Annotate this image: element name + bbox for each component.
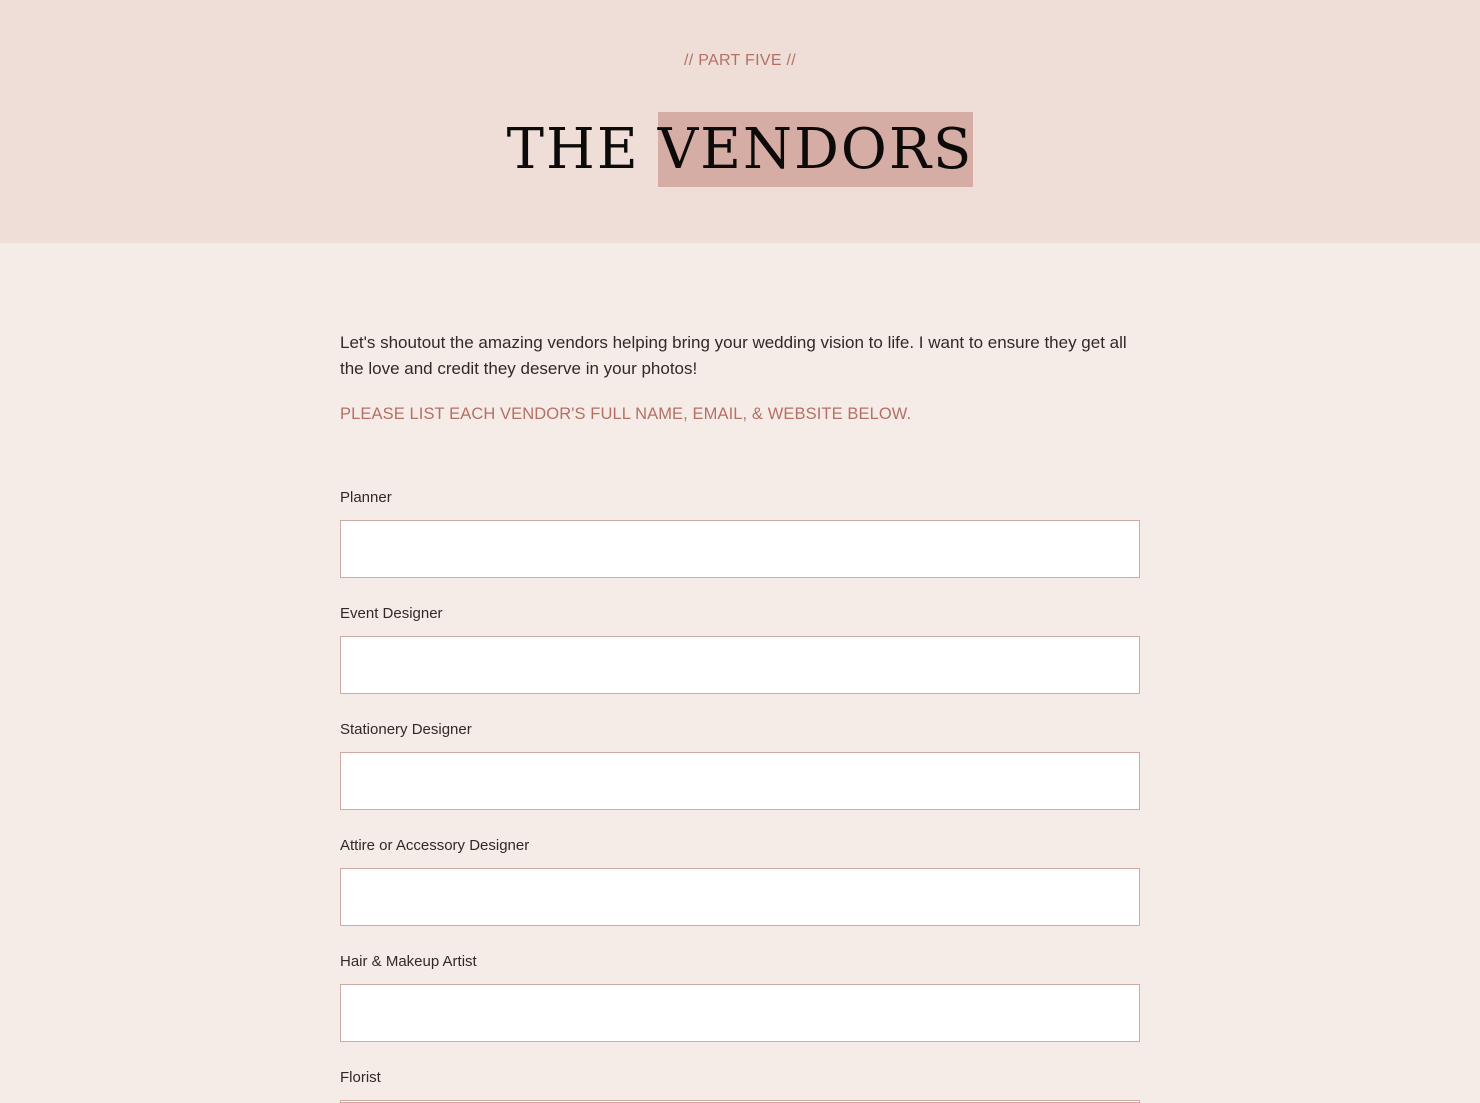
- field-label: Event Designer: [340, 605, 443, 622]
- title-plain-text: THE: [506, 117, 640, 182]
- field-event-designer: [340, 604, 1140, 694]
- field-florist: [340, 1068, 1140, 1103]
- field-attire-designer: [340, 836, 1140, 926]
- event-designer-input[interactable]: [340, 636, 1140, 694]
- field-label: Attire or Accessory Designer: [340, 837, 530, 854]
- section-eyebrow: // PART FIVE //: [683, 52, 797, 69]
- attire-designer-input[interactable]: [340, 868, 1140, 926]
- section-header: [0, 0, 1480, 243]
- instruction-text: PLEASE LIST EACH VENDOR'S FULL NAME, EMAIL, & WEBSITE BELOW.: [340, 405, 912, 423]
- section-title: [0, 112, 1480, 187]
- field-label: Florist: [340, 1069, 381, 1086]
- intro-paragraph: Let's shoutout the amazing vendors helping bring your wedding vision to life. I want to ensure they get all the love and credit they deserve in your photos!: [340, 333, 1127, 378]
- title-highlighted-text: VENDORS: [658, 112, 974, 187]
- field-label: Planner: [340, 489, 392, 506]
- field-stationery-designer: [340, 720, 1140, 810]
- field-label: Stationery Designer: [340, 721, 472, 738]
- planner-input[interactable]: [340, 520, 1140, 578]
- hair-makeup-input[interactable]: [340, 984, 1140, 1042]
- stationery-designer-input[interactable]: [340, 752, 1140, 810]
- field-hair-makeup: [340, 952, 1140, 1042]
- field-label: Hair & Makeup Artist: [340, 953, 477, 970]
- field-planner: [340, 488, 1140, 578]
- intro-block: [340, 330, 1140, 424]
